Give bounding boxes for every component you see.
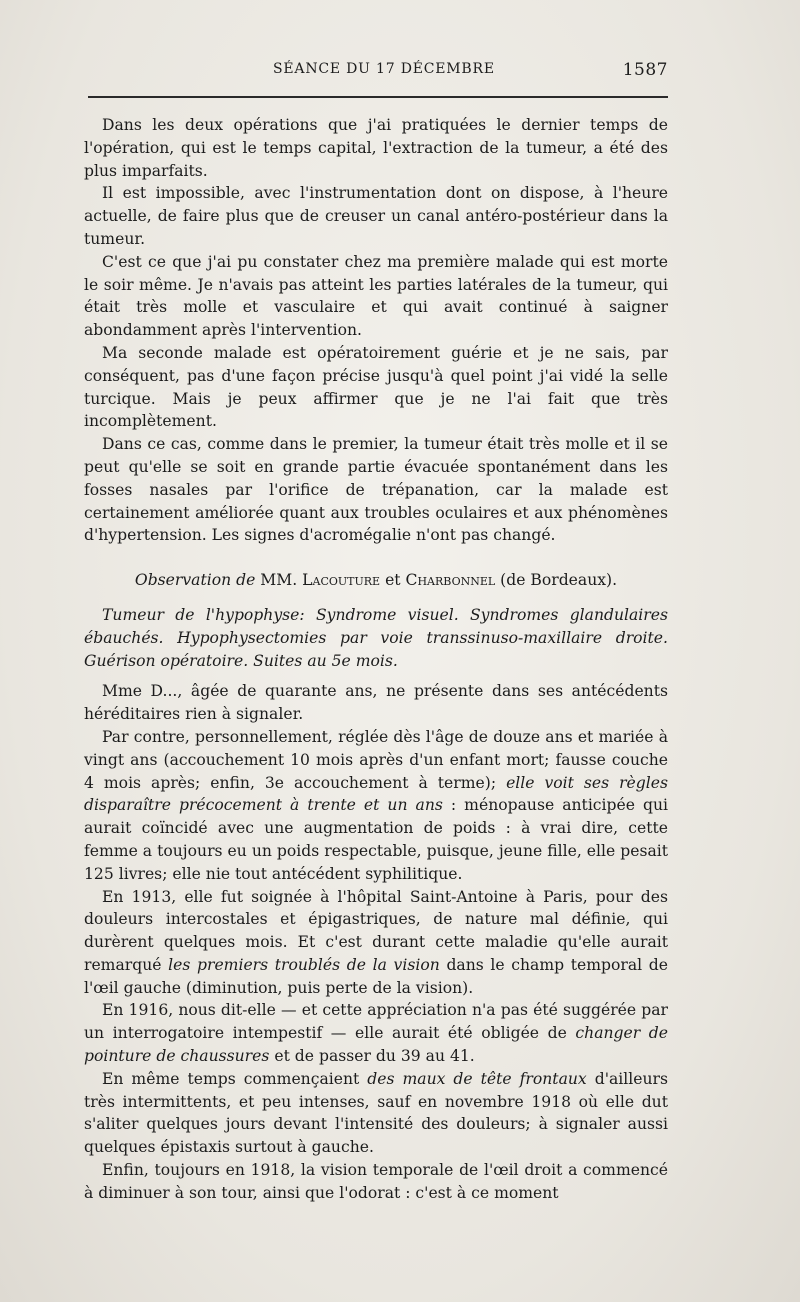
case-2-part-c: : ménopause anticipée qui aurait coïncidé avec une augmentation de poids : à vrai dire, cette femme a toujours eu un poids respectable, puisque, jeune fille, elle pesait 125 livres; elle nie tout antécédent syphilitique.	[84, 796, 668, 883]
case-paragraph-5	[84, 1068, 668, 1159]
paragraph-5: Dans ce cas, comme dans le premier, la tumeur était très molle et il se peut qu'elle se soit en grande partie évacuée spontanément dans les fosses nasales par l'orifice de trépanation, car la malade est certainement améliorée quant aux troubles oculaires et aux phénomènes d'hypertension. Les signes d'acromégalie n'ont pas changé.	[84, 435, 668, 545]
case-3-part-c: dans le champ temporal de l'œil gauche (diminution, puis perte de la vision).	[84, 955, 668, 997]
header-rule	[88, 96, 668, 98]
observation-heading	[84, 569, 668, 592]
paragraph-4: Ma seconde malade est opératoirement guérie et je ne sais, par conséquent, pas d'une façon précise jusqu'à quel point j'ai vidé la selle turcique. Mais je peux affirmer que je ne l'ai fait que très incomplètement.	[84, 343, 668, 431]
paragraph-3: C'est ce que j'ai pu constater chez ma première malade qui est morte le soir même. Je n'avais pas atteint les parties latérales de la tumeur, qui était très molle et vasculaire et qui avait continué à saigner abondamment après l'intervention.	[84, 252, 668, 340]
observation-mm: MM.	[260, 571, 298, 590]
observation-subtitle: Tumeur de l'hypophyse: Syndrome visuel. Syndromes glandulaires ébauchés. Hypophysectomies par voie transsinuso-maxillaire droite. Guérison opératoire. Suites au 5e mois.	[84, 605, 668, 670]
page-body	[84, 114, 668, 1205]
observation-et: et	[385, 571, 401, 590]
case-4-part-b: changer de pointure de chaussures	[84, 1024, 668, 1066]
case-5-part-c: d'ailleurs très intermittents, et peu intenses, sauf en novembre 1918 où elle dut s'aliter quelques jours devant l'intensité des douleurs; à signaler aussi quelques épistaxis surtout à gauche.	[84, 1069, 668, 1157]
paragraph-1: Dans les deux opérations que j'ai pratiquées le dernier temps de l'opération, qui est le temps capital, l'extraction de la tumeur, a été des plus imparfaits.	[84, 116, 668, 180]
case-4-part-c: et de passer du 39 au 41.	[274, 1047, 475, 1066]
paragraph-2: Il est impossible, avec l'instrumentation dont on dispose, à l'heure actuelle, de faire plus que de creuser un canal antéro-postérieur dans la tumeur.	[84, 184, 668, 248]
case-paragraph-2	[84, 726, 668, 886]
case-paragraph-3	[84, 886, 668, 1000]
running-title: SÉANCE DU 17 DÉCEMBRE	[273, 61, 495, 77]
case-paragraph-1: Mme D..., âgée de quarante ans, ne présente dans ses antécédents héréditaires rien à signaler.	[84, 682, 668, 724]
page-header	[88, 58, 668, 84]
case-4-part-a: En 1916, nous dit-elle — et cette appréciation n'a pas été suggérée par un interrogatoire intempestif — elle aurait été obligée de	[84, 1001, 668, 1043]
case-paragraph-4	[84, 999, 668, 1067]
observation-place: (de Bordeaux).	[500, 571, 618, 590]
case-2-part-b: elle voit ses règles disparaître précocement à trente et un ans	[84, 773, 668, 815]
case-paragraph-6: Enfin, toujours en 1918, la vision temporale de l'œil droit a commencé à diminuer à son tour, ainsi que l'odorat : c'est à ce moment	[84, 1161, 668, 1202]
case-3-part-b: les premiers troublés de la vision	[168, 955, 440, 974]
case-3-part-a: En 1913, elle fut soignée à l'hôpital Saint-Antoine à Paris, pour des douleurs intercostales et épigastriques, de nature mal définie, qui durèrent quelques mois. Et c'est durant cette maladie qu'elle aurait remarqué	[84, 887, 668, 974]
observation-label: Observation de	[134, 571, 256, 590]
case-5-part-a: En même temps commençaient	[102, 1069, 360, 1088]
page-number: 1587	[622, 60, 668, 80]
case-2-part-a: Par contre, personnellement, réglée dès l'âge de douze ans et mariée à vingt ans (accouchement 10 mois après d'un enfant mort; fausse couche 4 mois après; enfin, 3e accouchement à terme);	[84, 727, 668, 792]
observation-author-1: Lacouture	[302, 571, 381, 590]
observation-author-2: Charbonnel	[405, 571, 496, 590]
case-5-part-b: des maux de tête frontaux	[367, 1069, 587, 1088]
